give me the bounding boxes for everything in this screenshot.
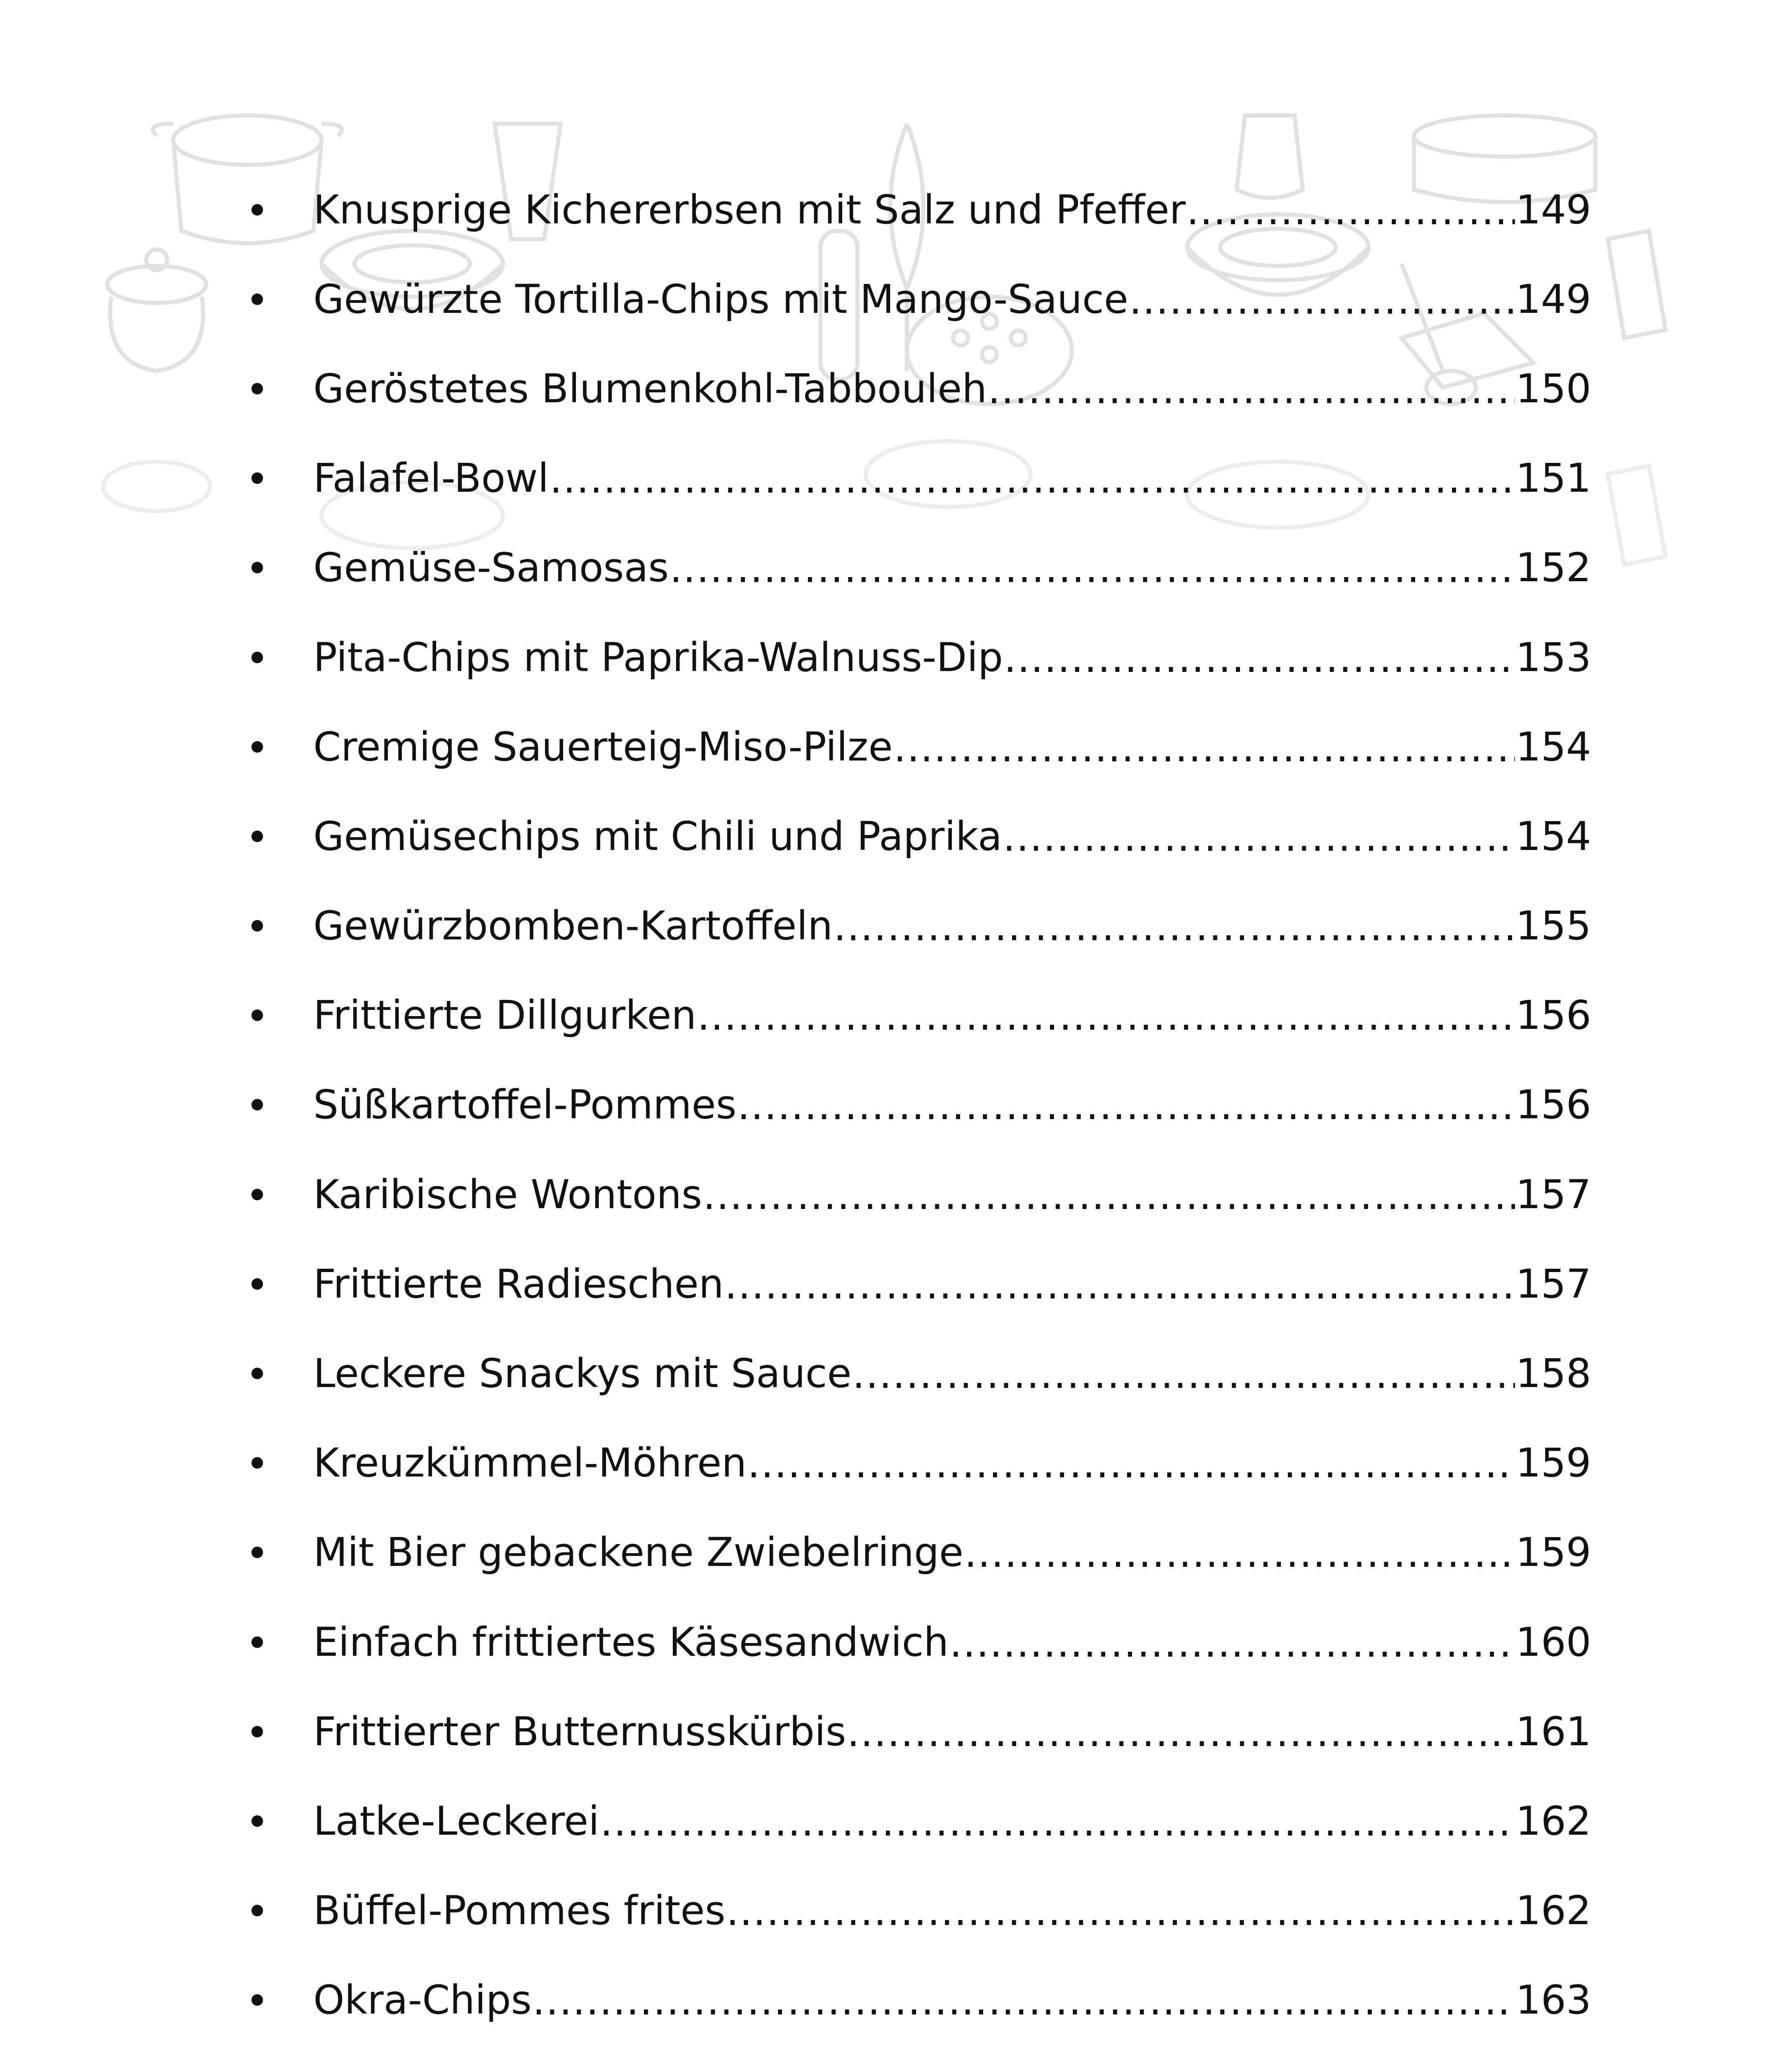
table-of-contents (214, 165, 1591, 2061)
toc-entry[interactable] (214, 2045, 1591, 2061)
toc-entry[interactable] (214, 1418, 1591, 1508)
bullet-icon (251, 1547, 263, 1558)
grater-icon (1608, 231, 1665, 338)
toc-entry-line (313, 1329, 1591, 1418)
toc-entry-title: Gemüse-Samosas (313, 545, 669, 591)
toc-entry-page: 154 (1515, 723, 1591, 770)
bullet-icon (251, 1009, 263, 1021)
toc-entry-title: Kreuzkümmel-Möhren (313, 1440, 747, 1486)
toc-entry[interactable] (214, 254, 1591, 344)
toc-entry[interactable] (214, 1687, 1591, 1776)
toc-entry[interactable] (214, 1150, 1591, 1239)
dot-leader (1129, 277, 1515, 323)
toc-entry-line (313, 2045, 1591, 2061)
toc-entry-line (313, 1866, 1591, 1955)
bullet-icon (251, 383, 263, 394)
toc-entry-line (313, 1597, 1591, 1687)
toc-entry-line (313, 1687, 1591, 1776)
bullet-icon (251, 1189, 263, 1200)
toc-entry-line (313, 1060, 1591, 1150)
toc-entry-title: Geröstetes Blumenkohl-Tabbouleh (313, 365, 987, 412)
toc-entry[interactable] (214, 1955, 1591, 2045)
toc-entry-page: 150 (1515, 365, 1591, 412)
toc-entry-line (313, 1239, 1591, 1329)
toc-entry-line (313, 344, 1591, 433)
bullet-icon (251, 1099, 263, 1110)
dot-leader (533, 1978, 1515, 2024)
bullet-icon (251, 1636, 263, 1648)
toc-entry-page: 162 (1515, 1887, 1591, 1934)
toc-entry-page: 156 (1515, 992, 1591, 1039)
bullet-icon (251, 831, 263, 842)
toc-entry[interactable] (214, 881, 1591, 971)
bullet-icon (251, 1368, 263, 1379)
toc-entry-page: 161 (1515, 1708, 1591, 1755)
dot-leader (988, 366, 1515, 413)
toc-entry-line (313, 1418, 1591, 1508)
toc-entry[interactable] (214, 971, 1591, 1060)
toc-entry-title: Gewürzte Tortilla-Chips mit Mango-Sauce (313, 276, 1128, 322)
toc-entry-title: Gemüsechips mit Chili und Paprika (313, 813, 1002, 859)
toc-entry[interactable] (214, 1239, 1591, 1329)
toc-entry-page: 160 (1515, 1619, 1591, 1665)
dot-leader (697, 993, 1515, 1039)
dot-leader (669, 545, 1515, 592)
toc-entry-title: Einfach frittiertes Käsesandwich (313, 1619, 949, 1665)
bullet-icon (251, 1278, 263, 1290)
dot-leader (1003, 814, 1515, 860)
toc-entry-title: Latke-Leckerei (313, 1798, 599, 1844)
toc-entry[interactable] (214, 613, 1591, 702)
toc-entry-title: Cremige Sauerteig-Miso-Pilze (313, 723, 893, 770)
toc-entry[interactable] (214, 1329, 1591, 1418)
toc-entry-page: 155 (1515, 903, 1591, 949)
bullet-icon (251, 1726, 263, 1737)
toc-entry-title: Mit Bier gebackene Zwiebelringe (313, 1529, 964, 1576)
dot-leader (600, 1799, 1515, 1845)
toc-entry[interactable] (214, 165, 1591, 254)
toc-entry-line (313, 165, 1591, 254)
toc-entry[interactable] (214, 1060, 1591, 1150)
dot-leader (747, 1441, 1515, 1487)
dot-leader (550, 456, 1515, 502)
toc-entry[interactable] (214, 523, 1591, 613)
toc-entry-line (313, 881, 1591, 971)
dot-leader (949, 1620, 1515, 1666)
toc-entry[interactable] (214, 434, 1591, 523)
dot-leader (737, 1082, 1515, 1129)
bullet-icon (251, 920, 263, 932)
toc-entry-page: 159 (1515, 1529, 1591, 1576)
bullet-icon (251, 652, 263, 663)
toc-entry-line (313, 613, 1591, 702)
dot-leader (1004, 635, 1515, 681)
toc-entry-title: Frittierter Butternusskürbis (313, 1708, 846, 1755)
toc-entry-title: Frittierte Dillgurken (313, 992, 697, 1039)
bullet-icon (251, 472, 263, 484)
dot-leader (894, 725, 1515, 771)
toc-entry[interactable] (214, 791, 1591, 881)
toc-entry-page: 154 (1515, 813, 1591, 859)
toc-entry-title: Karibische Wontons (313, 1171, 702, 1218)
toc-entry-page: 156 (1515, 1082, 1591, 1128)
toc-entry-page: 149 (1515, 186, 1591, 233)
toc-entry-page: 163 (1515, 1977, 1591, 2023)
toc-entry-line (313, 791, 1591, 881)
toc-entry-title: Frittierte Radieschen (313, 1261, 724, 1307)
bullet-icon (251, 1815, 263, 1827)
toc-entry-line (313, 434, 1591, 523)
toc-entry-line (313, 1508, 1591, 1597)
toc-entry-line (313, 1955, 1591, 2045)
dot-leader (834, 904, 1515, 950)
toc-entry-page: 153 (1515, 634, 1591, 681)
toc-entry-title: Süßkartoffel-Pommes (313, 1082, 737, 1128)
dot-leader (725, 1262, 1515, 1308)
dot-leader (964, 1530, 1515, 1576)
toc-entry-title: Knusprige Kichererbsen mit Salz und Pfeffer (313, 186, 1186, 233)
toc-entry-page: 152 (1515, 545, 1591, 591)
toc-entry-line (313, 971, 1591, 1060)
toc-entry-line (313, 523, 1591, 613)
toc-entry-page: 149 (1515, 276, 1591, 322)
bullet-icon (251, 293, 263, 305)
bullet-icon (251, 1457, 263, 1469)
toc-entry-page: 157 (1515, 1261, 1591, 1307)
bullet-icon (251, 562, 263, 573)
dot-leader (847, 1709, 1515, 1756)
bullet-icon (251, 741, 263, 753)
toc-entry-page: 159 (1515, 1440, 1591, 1486)
dot-leader (1186, 188, 1515, 234)
bullet-icon (251, 204, 263, 216)
toc-entry[interactable] (214, 1866, 1591, 1955)
toc-entry-title: Leckere Snackys mit Sauce (313, 1350, 852, 1397)
toc-entry-page: 151 (1515, 455, 1591, 502)
toc-entry[interactable] (214, 1776, 1591, 1866)
toc-entry[interactable] (214, 702, 1591, 791)
bullet-icon (251, 1905, 263, 1916)
toc-entry[interactable] (214, 1597, 1591, 1687)
dot-leader (726, 1888, 1515, 1934)
toc-entry-title: Okra-Chips (313, 1977, 532, 2023)
dot-leader (853, 1351, 1515, 1397)
toc-entry-title: Gewürzbomben-Kartoffeln (313, 903, 833, 949)
toc-entry-page: 157 (1515, 1171, 1591, 1218)
toc-entry-page: 162 (1515, 1798, 1591, 1844)
lidded-pot-icon (107, 249, 206, 371)
toc-entry[interactable] (214, 344, 1591, 433)
toc-entry-title: Pita-Chips mit Paprika-Walnuss-Dip (313, 634, 1003, 681)
toc-entry-line (313, 1776, 1591, 1866)
toc-entry-line (313, 254, 1591, 344)
toc-entry-title: Büffel-Pommes frites (313, 1887, 726, 1934)
toc-entry[interactable] (214, 1508, 1591, 1597)
toc-entry-line (313, 1150, 1591, 1239)
dot-leader (703, 1172, 1515, 1218)
bullet-icon (251, 1994, 263, 2006)
toc-entry-title: Falafel-Bowl (313, 455, 549, 502)
toc-entry-page: 158 (1515, 1350, 1591, 1397)
toc-entry-line (313, 702, 1591, 791)
